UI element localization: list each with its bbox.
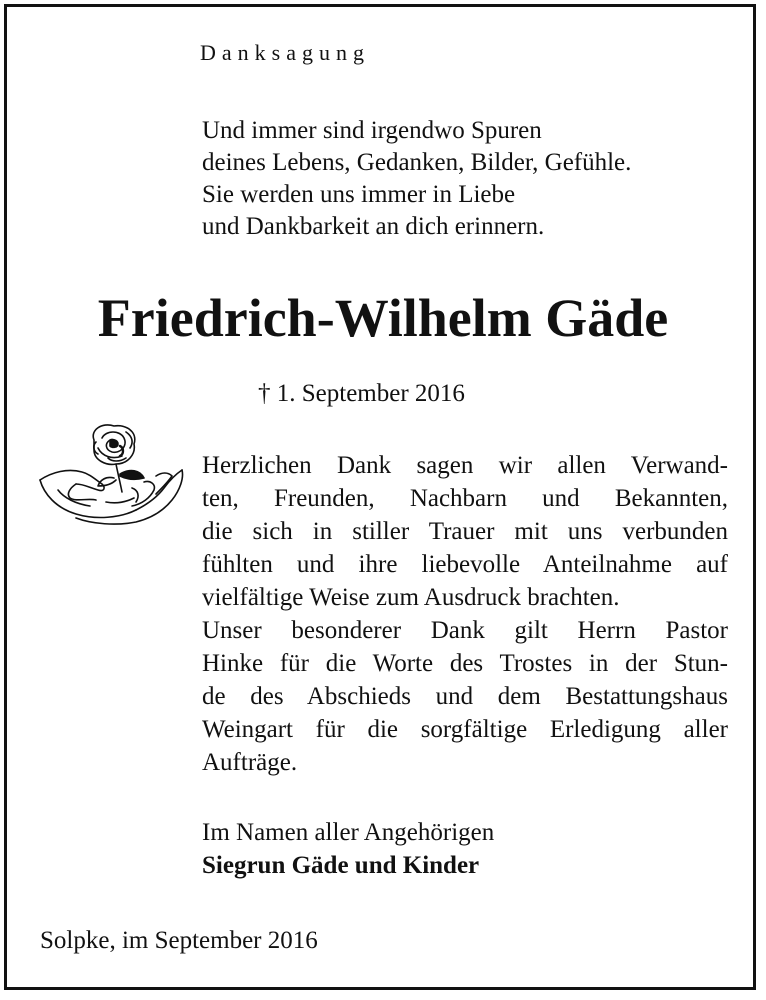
thanks-line: Unser besonderer Dank gilt Herrn Pastor: [202, 617, 728, 644]
thanks-line: fühlten und ihre liebevolle Anteilnahme auf: [202, 551, 728, 578]
thanks-line: de des Abschieds und dem Bestattungshaus: [202, 683, 728, 710]
verse-line: Sie werden uns immer in Liebe: [202, 181, 516, 208]
family-signature: Siegrun Gäde und Kinder: [202, 852, 480, 879]
notice-heading: Danksagung: [200, 40, 370, 65]
thanks-line: ten, Freunden, Nachbarn und Bekannten,: [202, 485, 728, 512]
deceased-name: Friedrich-Wilhelm Gäde: [97, 288, 669, 348]
closing-signature: [202, 816, 494, 882]
thanks-message: [202, 449, 728, 779]
rose-in-hands-icon: [36, 418, 186, 530]
thanks-line: die sich in stiller Trauer mit uns verbunden: [202, 518, 728, 545]
memorial-verse: [202, 115, 631, 243]
thanks-line: Hinke für die Worte des Trostes in der Stun-: [202, 650, 728, 677]
thanks-line: vielfältige Weise zum Ausdruck brachten.: [202, 584, 620, 611]
place-date: Solpke, im September 2016: [40, 927, 318, 954]
thanks-line: Herzlichen Dank sagen wir allen Verwand-: [202, 452, 728, 479]
verse-line: deines Lebens, Gedanken, Bilder, Gefühle.: [202, 149, 632, 176]
verse-line: und Dankbarkeit an dich erinnern.: [202, 213, 545, 240]
thanks-line: Aufträge.: [202, 749, 298, 776]
verse-line: Und immer sind irgendwo Spuren: [202, 117, 542, 144]
thanks-line: Weingart für die sorgfältige Erledigung aller: [202, 716, 728, 743]
closing-intro: Im Namen aller Angehörigen: [202, 819, 495, 846]
death-date: † 1. September 2016: [258, 380, 465, 407]
